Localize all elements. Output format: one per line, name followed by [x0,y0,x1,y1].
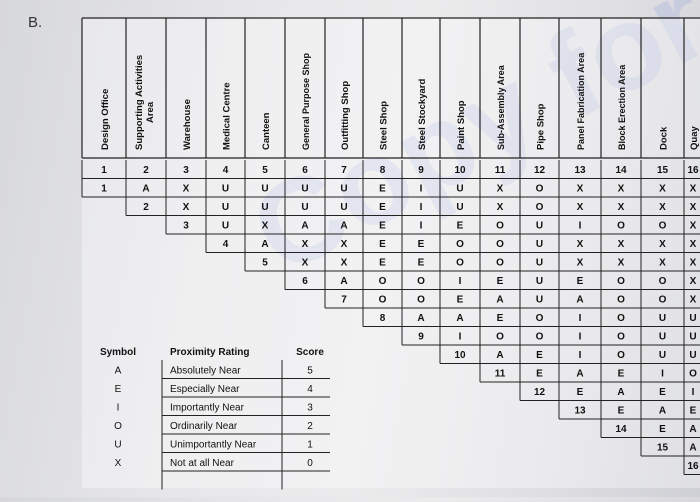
matrix-cell: E [379,202,386,213]
col-number: 9 [418,165,424,176]
col-number: 3 [183,165,189,176]
matrix-cell: I [578,331,582,343]
legend-rating: Ordinarily Near [170,421,238,432]
dept-header: Paint Shop [456,100,467,150]
matrix-cell: U [221,220,230,232]
matrix-cell: A [576,294,584,306]
matrix-cell: U [340,202,348,213]
row-number: 8 [379,313,386,324]
col-number: 8 [379,165,386,176]
matrix-cell: X [659,183,666,195]
matrix-cell: A [689,424,697,435]
matrix-cell: I [419,183,423,195]
matrix-cell: O [617,294,625,306]
dept-header: Design Office [100,88,111,150]
matrix-cell: A [617,387,625,398]
matrix-cell: X [576,202,584,213]
row-number: 2 [143,202,149,213]
matrix-cell: O [417,294,425,306]
col-number: 10 [454,165,466,176]
matrix-cell: O [658,220,667,232]
matrix-cell: A [456,313,464,324]
row-number: 15 [656,442,669,454]
matrix-cell: E [456,220,464,232]
matrix-cell: X [689,202,697,213]
row-number: 7 [341,294,347,306]
matrix-cell: E [417,239,425,250]
legend-rating: Especially Near [170,384,240,395]
legend-symbol: X [114,458,122,469]
matrix-cell: X [659,202,666,213]
matrix-cell: A [689,442,697,454]
row-number: 16 [687,461,699,472]
matrix-cell: X [689,239,697,250]
legend-rating: Absolutely Near [170,365,241,377]
matrix-cell: I [661,368,664,380]
matrix-cell: O [689,368,697,380]
matrix-cell: O [617,350,625,361]
dept-header: Steel Shop [378,100,390,150]
matrix-cell: O [496,331,504,343]
matrix-cell: O [456,239,464,250]
dept-header: Outfitting Shop [340,80,351,150]
matrix-cell: U [221,202,230,213]
matrix-cell: X [576,239,584,250]
dept-header: Area [145,101,156,123]
matrix-cell: I [419,220,423,232]
matrix-cell: X [659,239,666,250]
matrix-cell: X [496,183,504,195]
legend-header-rating: Proximity Rating [170,347,250,358]
matrix-cell: A [340,220,348,232]
matrix-cell: E [659,387,666,398]
matrix-cell: E [689,405,697,417]
matrix-cell: U [689,313,697,324]
legend-rating: Not at all Near [170,458,234,469]
matrix-cell: I [578,350,582,361]
dept-header: Medical Centre [221,82,233,150]
matrix-cell: O [535,331,544,343]
matrix-cell: A [142,183,150,195]
matrix-cell: U [301,183,309,195]
legend-symbol: I [116,402,120,414]
legend-score: 2 [307,421,313,432]
matrix-cell: O [617,276,625,287]
matrix-cell: E [617,368,625,380]
legend-score: 1 [307,439,313,451]
matrix-cell: X [617,257,625,269]
matrix-cell: X [689,257,697,269]
dept-header: Quay [689,126,700,150]
matrix-cell: I [578,220,582,232]
legend-score: 5 [307,365,313,377]
matrix-cell: X [689,220,697,232]
matrix-cell: O [617,220,625,232]
col-number: 15 [656,165,669,176]
matrix-cell: U [535,257,544,269]
row-number: 14 [615,424,627,435]
matrix-cell: E [536,368,543,380]
dept-header: General Purpose Shop [301,52,311,150]
col-number: 2 [143,165,149,176]
matrix-cell: U [221,183,230,195]
section-label: B. [28,14,43,31]
matrix-cell: O [535,313,544,324]
matrix-cell: O [496,220,504,232]
matrix-cell: X [340,239,348,250]
matrix-cell: U [261,183,269,195]
matrix-cell: A [301,220,309,232]
matrix-cell: E [536,350,543,361]
matrix-cell: X [659,257,666,269]
matrix-cell: U [535,239,544,250]
col-number: 5 [262,165,268,176]
row-number: 12 [533,387,546,398]
col-number: 13 [574,165,586,176]
matrix-cell: X [576,257,584,269]
matrix-cell: E [617,405,625,417]
legend-symbol: E [114,384,122,395]
matrix-cell: E [379,239,386,250]
matrix-cell: X [617,239,625,250]
matrix-cell: A [261,239,269,250]
matrix-cell: X [182,202,190,213]
matrix-cell: I [419,202,423,213]
legend-score: 4 [307,384,313,395]
col-number: 12 [533,165,546,176]
matrix-cell: E [379,220,386,232]
legend-rating: Unimportantly Near [170,439,257,451]
dept-header: Panel Fabrication Area [576,52,586,150]
col-number: 7 [341,165,347,176]
matrix-cell: I [458,331,462,343]
matrix-cell: U [340,183,348,195]
matrix-cell: A [658,405,667,417]
dept-header: Pipe Shop [535,103,547,150]
matrix-cell: X [617,183,625,195]
matrix-cell: X [689,183,697,195]
matrix-cell: U [456,183,464,195]
matrix-cell: E [379,257,386,269]
matrix-cell: E [496,276,504,287]
matrix-cell: A [417,313,425,324]
matrix-cell: E [456,294,464,306]
row-number: 13 [574,405,586,417]
matrix-cell: E [379,183,386,195]
matrix-cell: U [535,294,544,306]
col-number: 16 [687,165,699,176]
matrix-cell: O [378,294,387,306]
matrix-cell: X [301,257,309,269]
matrix-cell: E [496,313,504,324]
row-number: 5 [262,257,268,269]
matrix-cell: X [689,276,697,287]
matrix-cell: X [689,294,697,306]
matrix-cell: I [458,276,462,287]
col-number: 6 [302,165,308,176]
matrix-cell: U [301,202,309,213]
matrix-cell: E [659,424,666,435]
matrix-cell: X [301,239,309,250]
matrix-cell: X [617,202,625,213]
matrix-cell: X [576,183,584,195]
matrix-cell: O [535,183,544,195]
matrix-cell: A [576,368,584,380]
legend-score: 3 [307,402,313,414]
col-number: 1 [101,165,107,176]
matrix-cell: O [535,202,544,213]
matrix-cell: E [417,257,425,269]
row-number: 10 [454,350,466,361]
matrix-cell: O [658,294,667,306]
matrix-cell: X [261,220,269,232]
legend-symbol: U [114,439,122,451]
matrix-cell: U [689,350,697,361]
dept-header: Sub-Assembly Area [496,65,506,150]
matrix-cell: I [578,313,582,324]
col-number: 4 [222,165,229,176]
matrix-cell: X [340,257,348,269]
legend-symbol: O [114,421,122,432]
col-number: 11 [494,165,506,176]
matrix-cell: U [658,350,667,361]
matrix-cell: A [496,350,504,361]
matrix-cell: X [496,202,504,213]
dept-header: Supporting Activities [134,54,145,150]
matrix-cell: U [261,202,269,213]
matrix-cell: U [658,313,667,324]
matrix-cell: U [689,331,697,343]
matrix-cell: O [378,276,387,287]
matrix-cell: U [535,276,544,287]
col-number: 14 [615,165,627,176]
legend-symbol: A [114,365,122,377]
legend-header-score: Score [296,347,324,358]
matrix-cell: A [496,294,504,306]
matrix-cell: U [456,202,464,213]
matrix-cell: O [617,331,625,343]
dept-header: Warehouse [182,99,193,150]
legend-score: 0 [307,458,313,469]
legend-header-symbol: Symbol [99,347,137,358]
dept-header: Steel Stockyard [417,78,428,150]
matrix-cell: E [576,276,584,287]
row-number: 9 [418,331,424,343]
dept-header: Dock [658,126,670,150]
matrix-cell: O [456,257,464,269]
matrix-cell: A [340,276,348,287]
row-number: 6 [302,276,308,287]
row-number: 1 [101,183,107,195]
dept-header: Block Erection Area [617,64,627,150]
matrix-cell: O [496,239,504,250]
matrix-cell: U [658,331,667,343]
dept-header: Canteen [261,112,272,150]
matrix-cell: U [535,220,544,232]
row-number: 11 [494,368,506,380]
row-number: 4 [222,239,229,250]
matrix-cell: O [417,276,425,287]
legend-rating: Importantly Near [170,402,244,414]
matrix-cell: O [617,313,625,324]
matrix-cell: O [496,257,504,269]
matrix-cell: X [182,183,190,195]
matrix-cell: I [691,387,695,398]
row-number: 3 [183,220,189,232]
matrix-cell: O [658,276,667,287]
matrix-cell: E [576,387,584,398]
